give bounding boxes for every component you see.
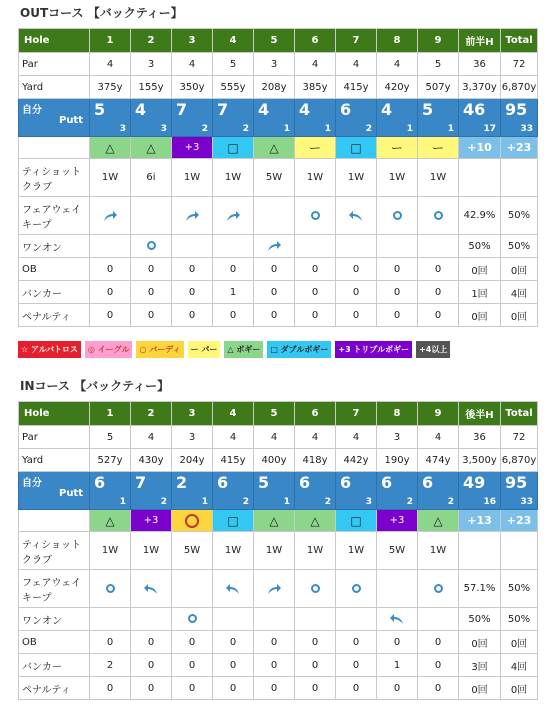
result-birdie [172,510,213,532]
header-cell: 3 [172,402,213,426]
header-cell: Hole [19,29,90,53]
bunker-cell: 4回 [501,654,538,677]
score-cell: 2 1 [172,472,213,510]
result-cell: ー [295,137,336,159]
par-cell: 4 [377,53,418,76]
par-cell: 3 [254,53,295,76]
fairway-cell [90,197,131,235]
ob-cell: 0回 [459,631,501,654]
result-label [19,137,90,159]
one-on-cell [213,608,254,631]
penalty-cell: 0 [213,677,254,700]
bunker-cell: 0 [377,281,418,304]
bunker-cell: 1回 [459,281,501,304]
header-cell: 前半H [459,29,501,53]
header-cell: 8 [377,29,418,53]
par-cell: 36 [459,426,501,449]
score-cell: 6 2 [336,99,377,137]
penalty-cell: 0 [377,304,418,327]
yard-cell: 415y [336,76,377,99]
bunker-cell: 1 [377,654,418,677]
ob-cell: 0 [377,631,418,654]
bunker-cell: 0 [418,654,459,677]
fairway-cell [377,570,418,608]
yard-cell: 400y [254,449,295,472]
yard-cell: 418y [295,449,336,472]
one-on-cell [172,608,213,631]
penalty-cell: 0 [295,304,336,327]
circle-icon [434,584,443,593]
fairway-cell [295,197,336,235]
tee-club-cell: 5W [377,532,418,570]
par-cell: 5 [418,53,459,76]
par-cell: 4 [213,426,254,449]
result-label [19,510,90,532]
header-cell: Total [501,402,538,426]
ob-cell: 0 [295,631,336,654]
ob-cell: 0 [418,631,459,654]
header-cell: 2 [131,29,172,53]
one-on-pct: 50% [459,235,501,258]
one-on-label: ワンオン [19,608,90,631]
fairway-cell [418,570,459,608]
header-cell: Total [501,29,538,53]
result-cell: +23 [501,510,538,532]
one-on-label: ワンオン [19,235,90,258]
yard-cell: 527y [90,449,131,472]
ob-cell: 0 [254,631,295,654]
result-cell: +3 [131,510,172,532]
fairway-cell [213,197,254,235]
yard-cell: 190y [377,449,418,472]
par-cell: 4 [90,53,131,76]
yard-cell: 420y [377,76,418,99]
ob-cell: 0 [254,258,295,281]
result-cell: □ [336,137,377,159]
tee-club-cell: 1W [377,159,418,197]
fairway-cell [336,197,377,235]
bunker-label: バンカー [19,281,90,304]
fairway-cell [377,197,418,235]
tee-club-cell [459,532,501,570]
result-cell: +13 [459,510,501,532]
ob-cell: 0 [213,258,254,281]
ob-cell: 0 [213,631,254,654]
legend-eagle: ◎ イーグル [85,341,133,358]
bunker-cell: 0 [172,281,213,304]
penalty-cell: 0 [377,677,418,700]
fairway-cell [213,570,254,608]
par-cell: 4 [131,426,172,449]
penalty-label: ペナルティ [19,304,90,327]
header-cell: 7 [336,402,377,426]
one-on-cell [418,235,459,258]
result-cell: □ [213,137,254,159]
bunker-cell: 0 [90,281,131,304]
result-cell: □ [336,510,377,532]
one-on-cell [295,608,336,631]
bunker-cell: 0 [295,654,336,677]
penalty-cell: 0 [131,304,172,327]
score-cell: 49 16 [459,472,501,510]
one-on-cell [90,608,131,631]
header-cell: 6 [295,29,336,53]
result-cell: △ [254,510,295,532]
one-on-cell [254,235,295,258]
yard-cell: 6,870y [501,449,538,472]
result-cell: △ [90,137,131,159]
ob-cell: 0回 [501,631,538,654]
result-cell: +3 [377,510,418,532]
tee-club-cell: 1W [336,159,377,197]
one-on-cell [377,235,418,258]
penalty-cell: 0 [336,677,377,700]
header-cell: 6 [295,402,336,426]
fairway-cell [295,570,336,608]
arrow-left-icon [348,210,364,222]
par-cell: 72 [501,426,538,449]
yard-cell: 474y [418,449,459,472]
par-cell: 4 [254,426,295,449]
par-cell: 4 [172,53,213,76]
tee-club-cell: 1W [131,532,172,570]
penalty-cell: 0回 [501,304,538,327]
header-cell: 3 [172,29,213,53]
penalty-cell: 0 [131,677,172,700]
circle-icon [188,614,197,623]
tee-club-cell: 1W [213,532,254,570]
circle-icon [147,241,156,250]
result-cell: △ [254,137,295,159]
header-cell: Hole [19,402,90,426]
tee-club-cell: 1W [90,532,131,570]
par-cell: 4 [336,426,377,449]
tee-club-cell [501,159,538,197]
tee-shot-label: ティショットクラブ [19,159,90,197]
penalty-cell: 0回 [459,304,501,327]
penalty-cell: 0 [418,677,459,700]
one-on-cell [295,235,336,258]
score-cell: 5 3 [90,99,131,137]
score-cell: 4 3 [131,99,172,137]
result-cell: △ [418,510,459,532]
score-cell: 4 1 [254,99,295,137]
one-on-cell [377,608,418,631]
ob-cell: 0 [172,631,213,654]
penalty-cell: 0 [254,677,295,700]
penalty-cell: 0 [418,304,459,327]
one-on-pct: 50% [459,608,501,631]
penalty-cell: 0回 [501,677,538,700]
score-cell: 95 33 [501,472,538,510]
score-cell: 6 3 [336,472,377,510]
yard-cell: 204y [172,449,213,472]
fairway-cell [254,570,295,608]
ob-cell: 0 [90,631,131,654]
fairway-cell [336,570,377,608]
header-cell: 5 [254,402,295,426]
par-cell: 5 [90,426,131,449]
tee-club-cell: 1W [213,159,254,197]
score-cell: 4 1 [377,99,418,137]
penalty-cell: 0 [336,304,377,327]
header-cell: 後半H [459,402,501,426]
score-cell: 5 1 [254,472,295,510]
penalty-cell: 0 [295,677,336,700]
bunker-cell: 4回 [501,281,538,304]
penalty-cell: 0 [172,677,213,700]
bunker-label: バンカー [19,654,90,677]
circle-icon [311,211,320,220]
result-cell: +23 [501,137,538,159]
legend-birdie: ○ バーディ [136,341,183,358]
result-cell: +10 [459,137,501,159]
one-on-cell [336,235,377,258]
par-cell: 3 [131,53,172,76]
fairway-total: 50% [501,570,538,608]
result-legend [18,341,540,358]
par-cell: Par [19,53,90,76]
out-scorecard [18,28,538,327]
score-cell: 6 2 [295,472,336,510]
yard-cell: 350y [172,76,213,99]
fairway-cell [131,570,172,608]
yard-cell: 3,500y [459,449,501,472]
arrow-right-icon [102,210,118,222]
fairway-pct: 42.9% [459,197,501,235]
header-cell: 7 [336,29,377,53]
bunker-cell: 1 [213,281,254,304]
yard-cell: 555y [213,76,254,99]
tee-club-cell: 1W [172,159,213,197]
result-cell: ー [377,137,418,159]
tee-club-cell: 1W [90,159,131,197]
yard-cell: 208y [254,76,295,99]
header-cell: 9 [418,29,459,53]
circle-icon [393,211,402,220]
par-cell: 3 [172,426,213,449]
arrow-left-icon [225,583,241,595]
yard-cell: 155y [131,76,172,99]
legend-triple-bogey: +3 トリプルボギー [335,341,412,358]
tee-club-cell [501,532,538,570]
one-on-total: 50% [501,235,538,258]
fairway-cell [90,570,131,608]
fairway-total: 50% [501,197,538,235]
par-cell: 4 [295,53,336,76]
yard-cell: Yard [19,76,90,99]
penalty-label: ペナルティ [19,677,90,700]
ob-cell: 0回 [501,258,538,281]
legend-bogey: △ ボギー [224,341,263,358]
penalty-cell: 0 [172,304,213,327]
in-scorecard [18,401,538,700]
circle-icon [311,584,320,593]
header-cell: 1 [90,29,131,53]
arrow-left-icon [389,613,405,625]
circle-icon [106,584,115,593]
legend-albatross: ☆ アルバトロス [18,341,81,358]
ob-cell: 0 [377,258,418,281]
par-cell: 36 [459,53,501,76]
header-cell: 4 [213,29,254,53]
score-cell: 7 2 [131,472,172,510]
arrow-right-icon [225,210,241,222]
header-cell: 4 [213,402,254,426]
score-cell: 6 1 [90,472,131,510]
arrow-right-icon [266,240,282,252]
one-on-cell [254,608,295,631]
one-on-cell [172,235,213,258]
arrow-right-icon [266,583,282,595]
penalty-cell: 0回 [459,677,501,700]
tee-club-cell: 5W [254,159,295,197]
penalty-cell: 0 [90,677,131,700]
bunker-cell: 0 [254,654,295,677]
fairway-cell [172,197,213,235]
par-cell: 5 [213,53,254,76]
par-cell: 4 [295,426,336,449]
tee-club-cell: 1W [295,532,336,570]
self-putt-label: 自分 Putt [19,99,90,137]
out-course-title: OUTコース 【バックティー】 [20,6,183,20]
score-cell: 6 2 [213,472,254,510]
ob-cell: 0 [336,258,377,281]
one-on-cell [213,235,254,258]
fairway-cell [254,197,295,235]
bunker-cell: 0 [336,654,377,677]
score-cell: 6 2 [377,472,418,510]
header-cell: 5 [254,29,295,53]
tee-club-cell: 6i [131,159,172,197]
bunker-cell: 3回 [459,654,501,677]
one-on-cell [418,608,459,631]
circle-icon [352,584,361,593]
in-course-title: INコース 【バックティー】 [20,379,170,393]
score-cell: 7 2 [172,99,213,137]
one-on-cell [336,608,377,631]
penalty-cell: 0 [254,304,295,327]
result-cell: △ [295,510,336,532]
fairway-cell [172,570,213,608]
result-cell: ー [418,137,459,159]
penalty-cell: 0 [90,304,131,327]
yard-cell: 507y [418,76,459,99]
tee-club-cell: 1W [336,532,377,570]
ob-cell: 0 [336,631,377,654]
score-cell: 95 33 [501,99,538,137]
ob-cell: 0 [295,258,336,281]
yard-cell: Yard [19,449,90,472]
ob-cell: 0 [172,258,213,281]
ob-cell: 0 [131,258,172,281]
circle-icon [434,211,443,220]
yard-cell: 430y [131,449,172,472]
yard-cell: 375y [90,76,131,99]
yard-cell: 442y [336,449,377,472]
bunker-cell: 0 [172,654,213,677]
tee-club-cell: 1W [418,532,459,570]
result-cell: □ [213,510,254,532]
bunker-cell: 0 [254,281,295,304]
result-cell: +3 [172,137,213,159]
tee-club-cell: 5W [172,532,213,570]
tee-club-cell [459,159,501,197]
par-cell: 72 [501,53,538,76]
arrow-left-icon [143,583,159,595]
header-cell: 8 [377,402,418,426]
ob-cell: 0 [90,258,131,281]
tee-club-cell: 1W [295,159,336,197]
ob-cell: 0 [131,631,172,654]
one-on-cell [131,608,172,631]
bunker-cell: 0 [336,281,377,304]
par-cell: 4 [418,426,459,449]
one-on-total: 50% [501,608,538,631]
score-cell: 5 1 [418,99,459,137]
tee-club-cell: 1W [254,532,295,570]
result-cell: △ [131,137,172,159]
legend-plus4: +4以上 [416,341,450,358]
bunker-cell: 0 [295,281,336,304]
tee-club-cell: 1W [418,159,459,197]
header-cell: 2 [131,402,172,426]
yard-cell: 3,370y [459,76,501,99]
score-cell: 4 1 [295,99,336,137]
par-cell: 3 [377,426,418,449]
yard-cell: 6,870y [501,76,538,99]
arrow-right-icon [184,210,200,222]
fairway-cell [418,197,459,235]
bunker-cell: 2 [90,654,131,677]
bunker-cell: 0 [131,654,172,677]
ob-cell: 0 [418,258,459,281]
ob-label: OB [19,631,90,654]
legend-double-bogey: □ ダブルボギー [267,341,331,358]
score-cell: 46 17 [459,99,501,137]
penalty-cell: 0 [213,304,254,327]
bunker-cell: 0 [418,281,459,304]
bunker-cell: 0 [213,654,254,677]
one-on-cell [131,235,172,258]
legend-par: ー パー [188,341,221,358]
ob-cell: 0回 [459,258,501,281]
yard-cell: 385y [295,76,336,99]
par-cell: Par [19,426,90,449]
fairway-keep-label: フェアウェイキープ [19,570,90,608]
fairway-pct: 57.1% [459,570,501,608]
fairway-keep-label: フェアウェイキープ [19,197,90,235]
header-cell: 9 [418,402,459,426]
score-cell: 6 2 [418,472,459,510]
score-cell: 7 2 [213,99,254,137]
fairway-cell [131,197,172,235]
tee-shot-label: ティショットクラブ [19,532,90,570]
bunker-cell: 0 [131,281,172,304]
par-cell: 4 [336,53,377,76]
ob-label: OB [19,258,90,281]
result-cell: △ [90,510,131,532]
one-on-cell [90,235,131,258]
header-cell: 1 [90,402,131,426]
self-putt-label: 自分 Putt [19,472,90,510]
yard-cell: 415y [213,449,254,472]
